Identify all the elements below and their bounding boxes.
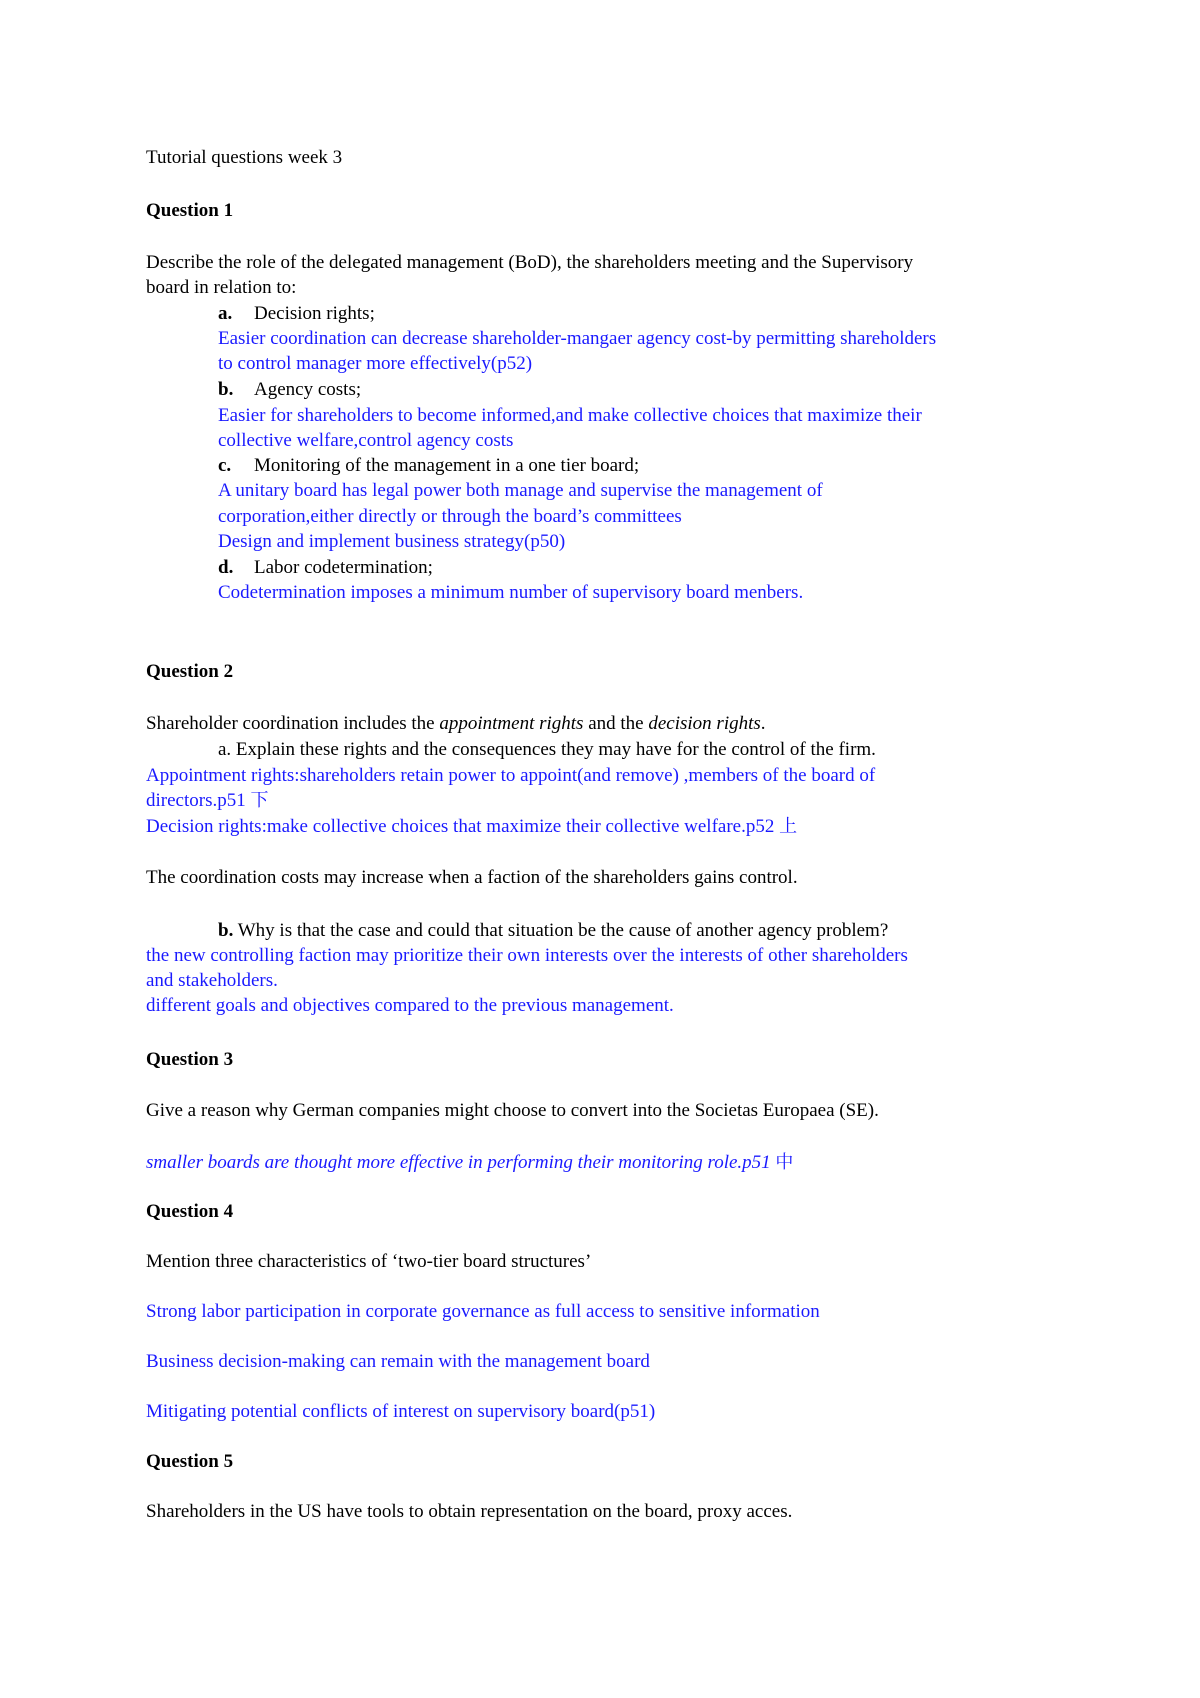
term-appointment-rights: appointment rights	[439, 713, 584, 734]
question-1-heading: Question 1	[146, 200, 234, 221]
question-2-statement: The coordination costs may increase when a faction of the shareholders gains control.	[146, 867, 798, 888]
question-2-answer-line-2	[146, 789, 268, 813]
question-2-answer-line-2-text: directors.p51	[146, 790, 251, 811]
question-2-heading: Question 2	[146, 661, 234, 682]
question-4-heading: Question 4	[146, 1201, 234, 1222]
item-a-answer-line-1: Easier coordination can decrease shareholder-mangaer agency cost-by permitting shareholders	[218, 328, 937, 349]
question-2-intro	[146, 712, 766, 736]
question-2-part-b	[218, 919, 888, 943]
question-1-item-a	[218, 302, 375, 326]
question-1-item-d	[218, 556, 433, 580]
question-2-intro-pre: Shareholder coordination includes the	[146, 713, 440, 734]
question-5-heading: Question 5	[146, 1451, 234, 1472]
question-3-text: Give a reason why German companies might choose to convert into the Societas Europaea (SE).	[146, 1100, 879, 1121]
question-1-intro-line-1: Describe the role of the delegated management (BoD), the shareholders meeting and the Supervisory	[146, 252, 914, 273]
question-1-item-c	[218, 454, 639, 478]
question-3-answer-text: smaller boards are thought more effective in performing their monitoring role.p51	[146, 1152, 776, 1173]
question-2-b-answer-line-1: the new controlling faction may prioritize their own interests over the interests of other shareholders	[146, 945, 908, 966]
question-2-answer-line-3-text: Decision rights:make collective choices that maximize their collective welfare.p52	[146, 816, 780, 837]
question-4-answer-3: Mitigating potential conflicts of interest on supervisory board(p51)	[146, 1401, 656, 1422]
part-b-marker: b.	[218, 920, 234, 941]
question-2-b-answer-line-3: different goals and objectives compared to the previous management.	[146, 995, 674, 1016]
question-4-text: Mention three characteristics of ‘two-tier board structures’	[146, 1251, 592, 1272]
item-a-answer-line-2: to control manager more effectively(p52)	[218, 353, 533, 374]
question-2-part-a: a. Explain these rights and the consequences they may have for the control of the firm.	[218, 739, 876, 760]
term-decision-rights: decision rights	[648, 713, 761, 734]
question-2-answer-line-2-cjk: 下	[250, 790, 269, 811]
question-1-intro-line-2: board in relation to:	[146, 277, 297, 298]
item-b-marker: b.	[218, 379, 234, 400]
question-4-answer-1: Strong labor participation in corporate governance as full access to sensitive information	[146, 1301, 820, 1322]
question-4-answer-2: Business decision-making can remain with the management board	[146, 1351, 650, 1372]
question-2-answer-line-3	[146, 815, 797, 839]
question-2-answer-line-3-cjk: 上	[779, 816, 798, 837]
item-b-answer-line-2: collective welfare,control agency costs	[218, 430, 514, 451]
item-c-answer-line-2: corporation,either directly or through the board’s committees	[218, 506, 682, 527]
item-d-text: Labor codetermination;	[254, 557, 433, 578]
document-title: Tutorial questions week 3	[146, 147, 343, 168]
question-3-answer-cjk: 中	[775, 1152, 794, 1173]
item-d-marker: d.	[218, 557, 234, 578]
item-c-text: Monitoring of the management in a one tier board;	[254, 455, 640, 476]
question-2-intro-mid: and the	[583, 713, 649, 734]
question-2-b-answer-line-2: and stakeholders.	[146, 970, 278, 991]
question-5-text: Shareholders in the US have tools to obtain representation on the board, proxy acces.	[146, 1501, 793, 1522]
item-a-text: Decision rights;	[254, 303, 375, 324]
item-c-answer-line-1: A unitary board has legal power both manage and supervise the management of	[218, 480, 823, 501]
item-b-text: Agency costs;	[254, 379, 362, 400]
question-3-heading: Question 3	[146, 1049, 234, 1070]
item-b-answer-line-1: Easier for shareholders to become informed,and make collective choices that maximize their	[218, 405, 922, 426]
item-c-answer-line-3: Design and implement business strategy(p50)	[218, 531, 566, 552]
part-b-text: Why is that the case and could that situation be the cause of another agency problem?	[233, 920, 889, 941]
question-2-intro-post: .	[760, 713, 766, 734]
question-3-answer	[146, 1151, 793, 1175]
question-1-item-b	[218, 378, 361, 402]
question-2-answer-line-1: Appointment rights:shareholders retain power to appoint(and remove) ,members of the board of	[146, 765, 876, 786]
item-c-marker: c.	[218, 455, 232, 476]
item-a-marker: a.	[218, 303, 233, 324]
item-d-answer-line-1: Codetermination imposes a minimum number of supervisory board menbers.	[218, 582, 804, 603]
